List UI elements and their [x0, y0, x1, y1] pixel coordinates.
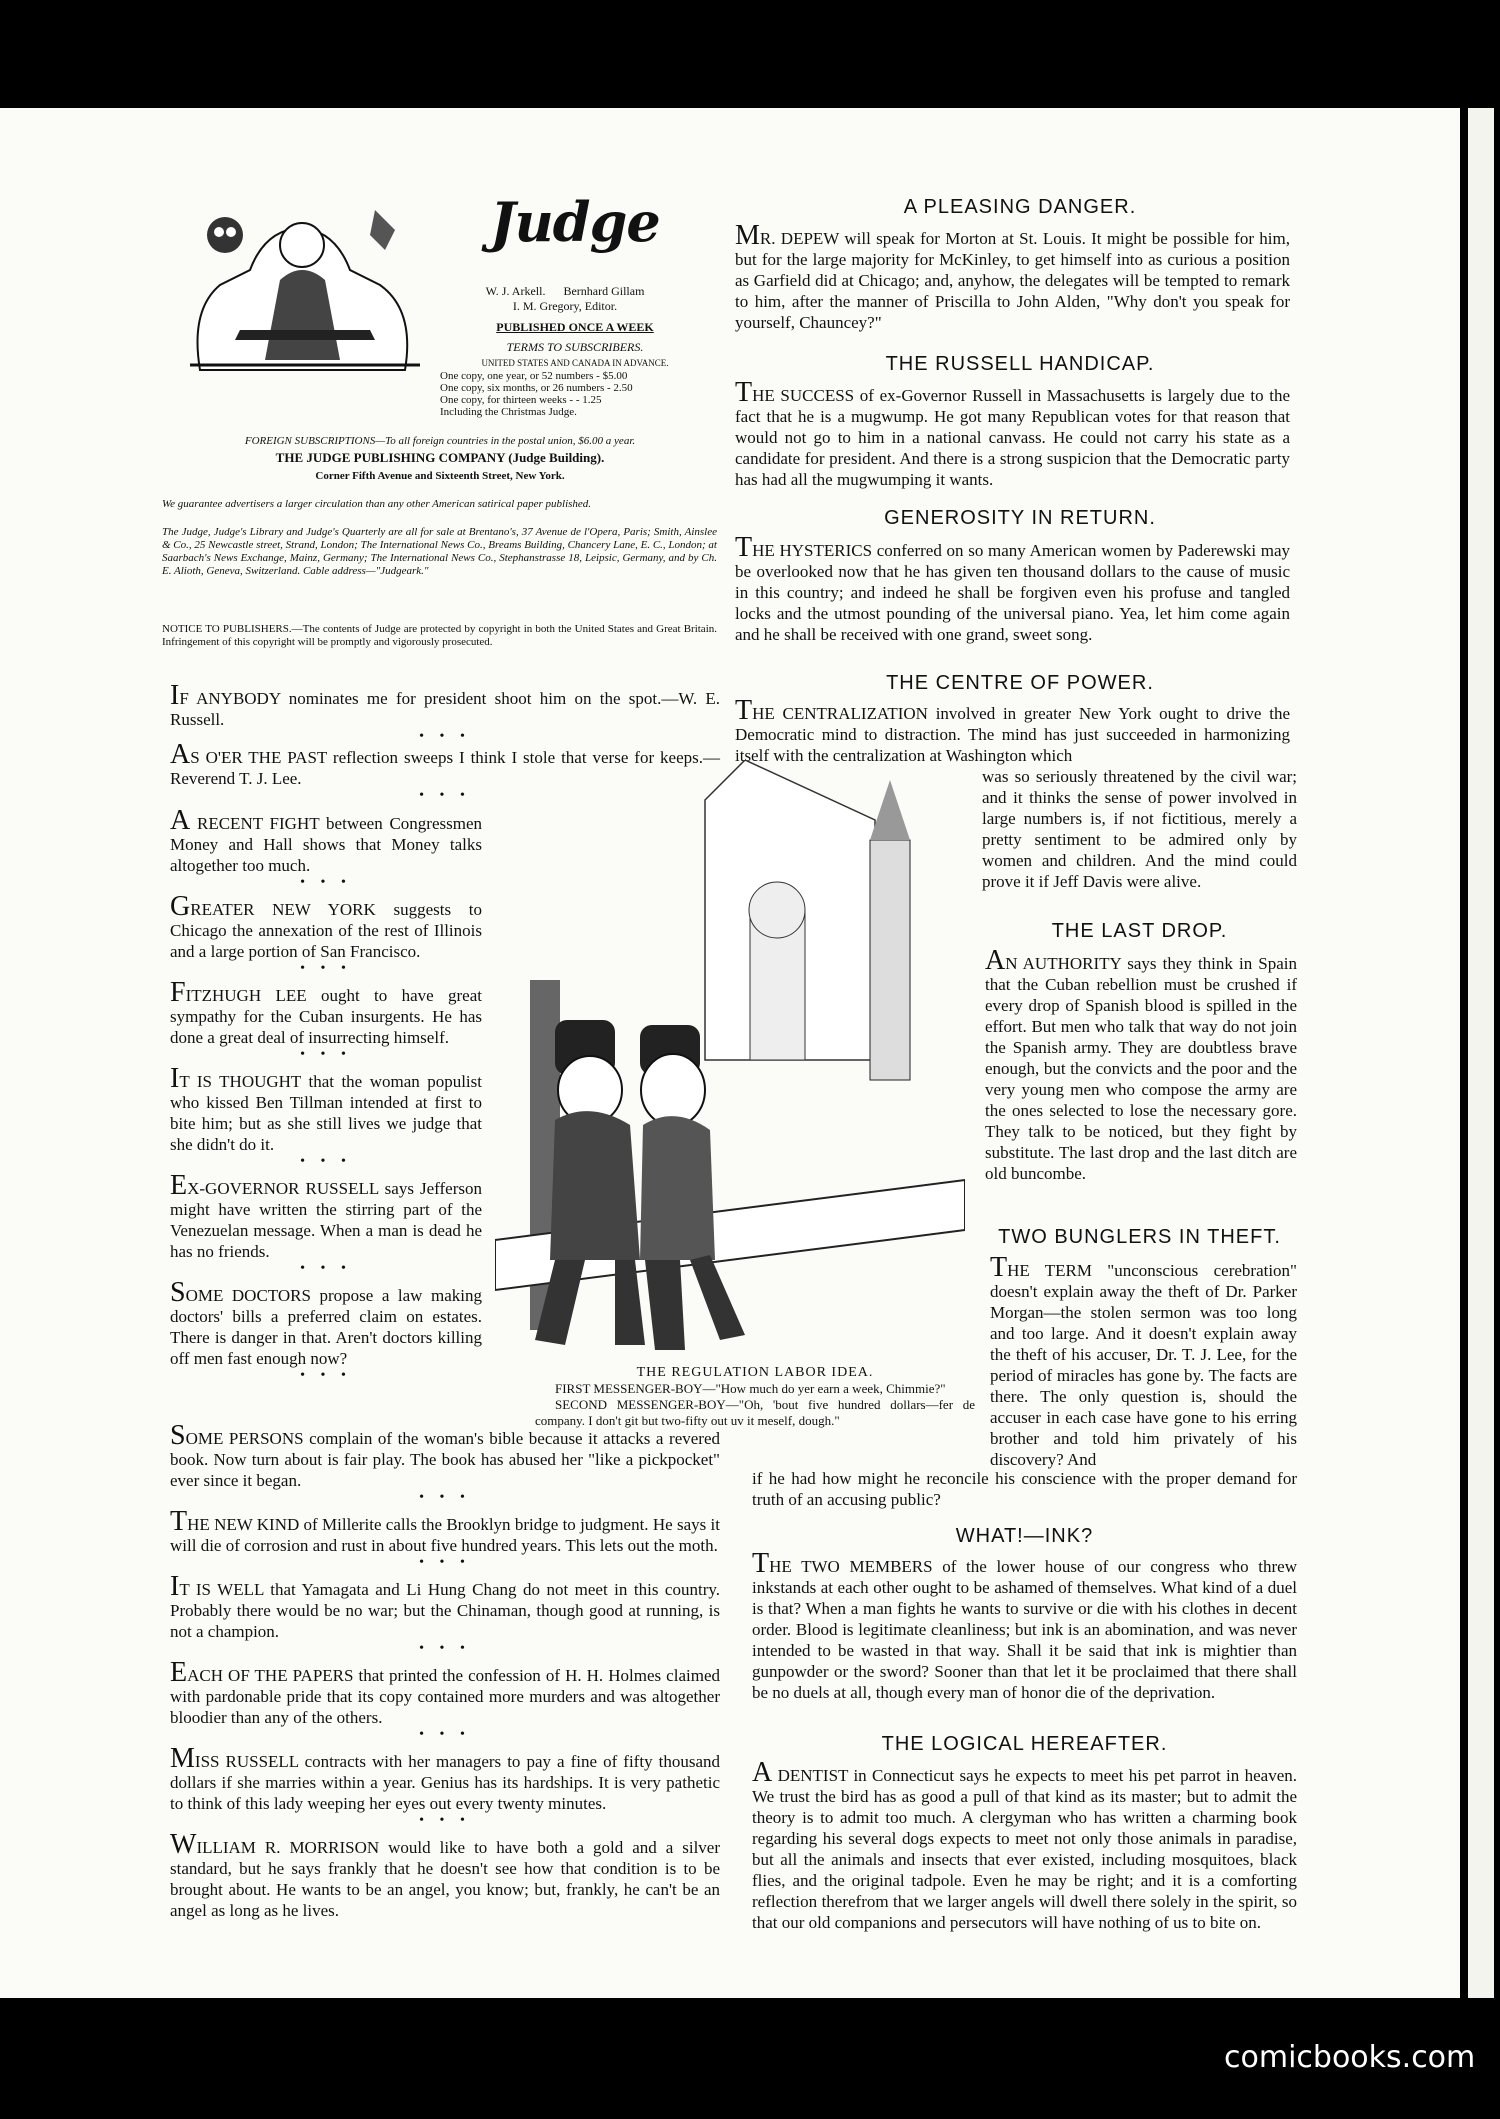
separator-dots: • • •	[300, 875, 352, 890]
paragraph: SOME PERSONS complain of the woman's bible because it attacks a revered book. Now turn about is fair play. The book has abused her "like a pickpocket" ever since it began.	[170, 1420, 720, 1490]
advertiser-guarantee: We guarantee advertisers a larger circulation than any other American satirical paper published.	[162, 498, 592, 510]
rate-line: One copy, six months, or 26 numbers - 2.50	[440, 382, 633, 394]
cartoon-title: THE REGULATION LABOR IDEA.	[636, 1365, 874, 1380]
messenger-boys-cartoon	[495, 760, 965, 1365]
paragraph: AS O'ER THE PAST reflection sweeps I think I stole that verse for keeps.—Reverend T. J. Lee.	[170, 739, 720, 788]
article-text: was so seriously threatened by the civil war; and it thinks the sense of power involved in large numbers is, if not fictitious, merely a pretty sentiment to be admired only by women and children. And the mind could prove it if Jeff Davis were alive.	[982, 767, 1297, 891]
article-body	[735, 532, 1290, 645]
judge-logo: Judge	[490, 190, 660, 254]
article-body-side	[982, 766, 1297, 892]
paragraph: THE NEW KIND of Millerite calls the Brooklyn bridge to judgment. He says it will die of corrosion and rust in about five hundred years. This lets out the moth.	[170, 1506, 720, 1555]
publishers-notice: NOTICE TO PUBLISHERS.—The contents of Judge are protected by copyright in both the United States and Great Britain. Infringement of this copyright will be promptly and vigorously prosecuted.	[162, 623, 717, 648]
staff-line	[420, 284, 710, 314]
article-body	[752, 1468, 1297, 1510]
foreign-subscriptions: FOREIGN SUBSCRIPTIONS—To all foreign countries in the postal union, $6.00 a year.	[244, 435, 636, 447]
article-title: THE LAST DROP.	[1051, 920, 1228, 942]
paragraph: EX-GOVERNOR RUSSELL says Jefferson might have written the stirring part of the Venezuelan message. When a man is dead he has no friends.	[170, 1170, 482, 1261]
terms-subtitle: UNITED STATES AND CANADA IN ADVANCE.	[481, 358, 669, 368]
rate-line: One copy, for thirteen weeks - - 1.25	[440, 394, 602, 406]
separator-dots: • • •	[419, 1813, 471, 1828]
article-text: THE HYSTERICS conferred on so many American women by Paderewski may be overlooked now that he has given ten thousand dollars to the cause of music in this country; and indeed he shall be forgiven even his profuse and tangled locks and the utmost pounding of the universal piano. Yea, let him come again and he shall be received with one grand, sweet song.	[735, 532, 1290, 644]
article-body-side	[990, 1252, 1297, 1470]
separator-dots: • • •	[419, 729, 471, 744]
paragraph: EACH OF THE PAPERS that printed the confession of H. H. Holmes claimed with pardonable pride that its copy contained more murders and was altogether bloodier than any of the others.	[170, 1657, 720, 1727]
paragraph: GREATER NEW YORK suggests to Chicago the annexation of the rest of Illinois and a large portion of San Francisco.	[170, 891, 482, 961]
paragraph: FITZHUGH LEE ought to have great sympathy for the Cuban insurgents. He has done a great deal of insurrecting himself.	[170, 977, 482, 1047]
article-title: A PLEASING DANGER.	[903, 196, 1137, 218]
article-title: THE RUSSELL HANDICAP.	[885, 353, 1155, 375]
paragraph-list-lower	[170, 1420, 720, 1921]
article-text: THE TWO MEMBERS of the lower house of our congress who threw inkstands at each other ought to be ashamed of themselves. What kind of a duel is that? When a man fights he wants to survive or die with his clothes in decent order. Blood is legitimate cleanliness; but ink is an abomination, and was never intended to be wasted in that way. Shall it be said that ink is mightier than gunpowder or the sword? Sooner than that let it be proclaimed that there shall be no duels at all, though every man of honor die of the deprivation.	[752, 1548, 1297, 1702]
article-text: THE SUCCESS of ex-Governor Russell in Massachusetts is largely due to the fact that he is a mugwump. He got many Republican votes for that reason that would not go to him in a national canvass. He could not carry his state as a candidate for president. And there is a strong suspicion that the Democratic party has had all the mugwumping it wants.	[735, 377, 1290, 489]
separator-dots: • • •	[419, 1490, 471, 1505]
sale-notice: The Judge, Judge's Library and Judge's Quarterly are all for sale at Brentano's, 37 Avenue de l'Opera, Paris; Smith, Ainslee & Co., 25 Newcastle street, Strand, London; The International News Co., Breams Building, Chancery Lane, E. C., London; at Saarbach's News Exchange, Mainz, Germany; The International News Co., Stephanstrasse 18, Leipsic, Germany, and by Ch. E. Alioth, Geneva, Switzerland. Cable address—"Judgeark."	[162, 526, 717, 577]
paragraph: A RECENT FIGHT between Congressmen Money and Hall shows that Money talks altogether too much.	[170, 805, 482, 875]
judge-figure-illustration	[180, 190, 430, 380]
separator-dots: • • •	[300, 1368, 352, 1383]
separator-dots: • • •	[419, 1727, 471, 1742]
page-gutter	[1494, 108, 1500, 1998]
article-body	[752, 1757, 1297, 1933]
separator-dots: • • •	[300, 1154, 352, 1169]
article-text: A DENTIST in Connecticut says he expects to meet his pet parrot in heaven. We trust the bird has as good a pull of that kind as its master; but to admit the theory is to admit too much. A clergyman who has written a charming book regarding his several dogs expects to meet not only those animals in paradise, but all the animals and insects that ever existed, including mosquitoes, black flies, and the original tadpole. Even he may be right; and it is a comforting reflection therefrom that we larger angels will dwell there solely in the spirit, so that our old companions and persecutors will have nothing of us to bite on.	[752, 1757, 1297, 1932]
staff-right: Bernhard Gillam	[563, 284, 645, 298]
paragraph: IT IS WELL that Yamagata and Li Hung Chang do not meet in this country. Probably there would be no war; but the Chinaman, though good at running, is not a champion.	[170, 1571, 720, 1641]
article-text: AN AUTHORITY says they think in Spain that the Cuban rebellion must be crushed if every drop of Spanish blood is spilled in the effort. But men who talk that way do not join the Spanish army. They are doubtless brave enough, but the convicts and the poor and the very young men who compose the army are the ones selected to lose the necessary gore. They talk to be noticed, but they fight by substitute. The last drop and the last ditch are old buncombe.	[985, 945, 1297, 1183]
staff-left: W. J. Arkell.	[485, 284, 546, 298]
article-body	[735, 695, 1290, 766]
article-title: THE LOGICAL HEREAFTER.	[881, 1733, 1168, 1755]
separator-dots: • • •	[300, 961, 352, 976]
article-body	[735, 377, 1290, 490]
owl-icon	[207, 217, 243, 253]
rate-line: One copy, one year, or 52 numbers - $5.00	[440, 370, 628, 382]
article-text: THE CENTRALIZATION involved in greater New York ought to drive the Democratic mind to distraction. The mind has just succeeded in harmonizing itself with the centralization at Washington which	[735, 695, 1290, 765]
separator-dots: • • •	[419, 1641, 471, 1656]
article-text: if he had how might he reconcile his conscience with the proper demand for truth of an accusing public?	[752, 1469, 1297, 1509]
subscription-rates	[440, 370, 710, 418]
separator-dots: • • •	[300, 1261, 352, 1276]
terms-title: TERMS TO SUBSCRIBERS.	[506, 340, 644, 354]
separator-dots: • • •	[419, 788, 471, 803]
article-title: TWO BUNGLERS IN THEFT.	[998, 1226, 1281, 1248]
site-watermark: comicbooks.com	[1224, 2040, 1476, 2075]
paragraph: SOME DOCTORS propose a law making doctors' bills a preferred claim on estates. There is danger in that. Aren't doctors killing off men fast enough now?	[170, 1277, 482, 1368]
article-title: GENEROSITY IN RETURN.	[884, 507, 1156, 529]
cartoon-caption	[535, 1365, 975, 1429]
company-name: THE JUDGE PUBLISHING COMPANY (Judge Building).	[275, 450, 605, 465]
rate-line: Including the Christmas Judge.	[440, 406, 577, 418]
article-title: THE CENTRE OF POWER.	[886, 672, 1154, 694]
paragraph: WILLIAM R. MORRISON would like to have both a gold and a silver standard, but he says frankly that he doesn't see how that condition is to be brought about. He wants to be an angel, you know; but, frankly, he can't be an angel as long as he lives.	[170, 1829, 720, 1920]
paragraph: IT IS THOUGHT that the woman populist who kissed Ben Tillman intended at first to bite him; but as she still lives we judge that she didn't do it.	[170, 1063, 482, 1154]
article-body	[985, 945, 1297, 1184]
article-body	[735, 220, 1290, 333]
paragraph: MISS RUSSELL contracts with her managers to pay a fine of fifty thousand dollars if she marries within a year. Genius has its hardships. It is very pathetic to think of this lady weeping her eyes out every twenty minutes.	[170, 1743, 720, 1813]
article-title: WHAT!—INK?	[955, 1525, 1094, 1547]
paragraph: IF ANYBODY nominates me for president shoot him on the spot.—W. E. Russell.	[170, 680, 720, 729]
company-address: Corner Fifth Avenue and Sixteenth Street, New York.	[315, 470, 565, 482]
cartoon-dialogue-2: SECOND MESSENGER-BOY—"Oh, 'bout five hundred dollars—fer de company. I don't git but two-fifty out uv it meself, dough."	[535, 1397, 975, 1428]
editor-line: I. M. Gregory, Editor.	[512, 299, 618, 313]
article-body	[752, 1548, 1297, 1703]
separator-dots: • • •	[419, 1555, 471, 1570]
article-text: MR. DEPEW will speak for Morton at St. Louis. It might be possible for him, but for the large majority for McKinley, to get himself into as curious a position as Garfield did at Chicago; and, anyhow, the delegates will be tempted to remark to him, after the manner of Priscilla to John Alden, "Why don't you speak for yourself, Chauncey?"	[735, 220, 1290, 332]
article-text: THE TERM "unconscious cerebration" doesn't explain away the theft of Dr. Parker Morgan—the stolen sermon was too long and too large. And it doesn't explain away the theft of his accuser, Dr. T. J. Lee, for the period of miracles has gone by. The facts are there. The only question is, should the accuser in each case have gone to his erring brother and told him privately of his discovery? And	[990, 1252, 1297, 1469]
paragraph-list-narrow	[170, 805, 482, 1383]
separator-dots: • • •	[300, 1047, 352, 1062]
published-line: PUBLISHED ONCE A WEEK	[496, 320, 654, 334]
cartoon-dialogue-1: FIRST MESSENGER-BOY—"How much do yer earn a week, Chimmie?"	[555, 1381, 946, 1396]
